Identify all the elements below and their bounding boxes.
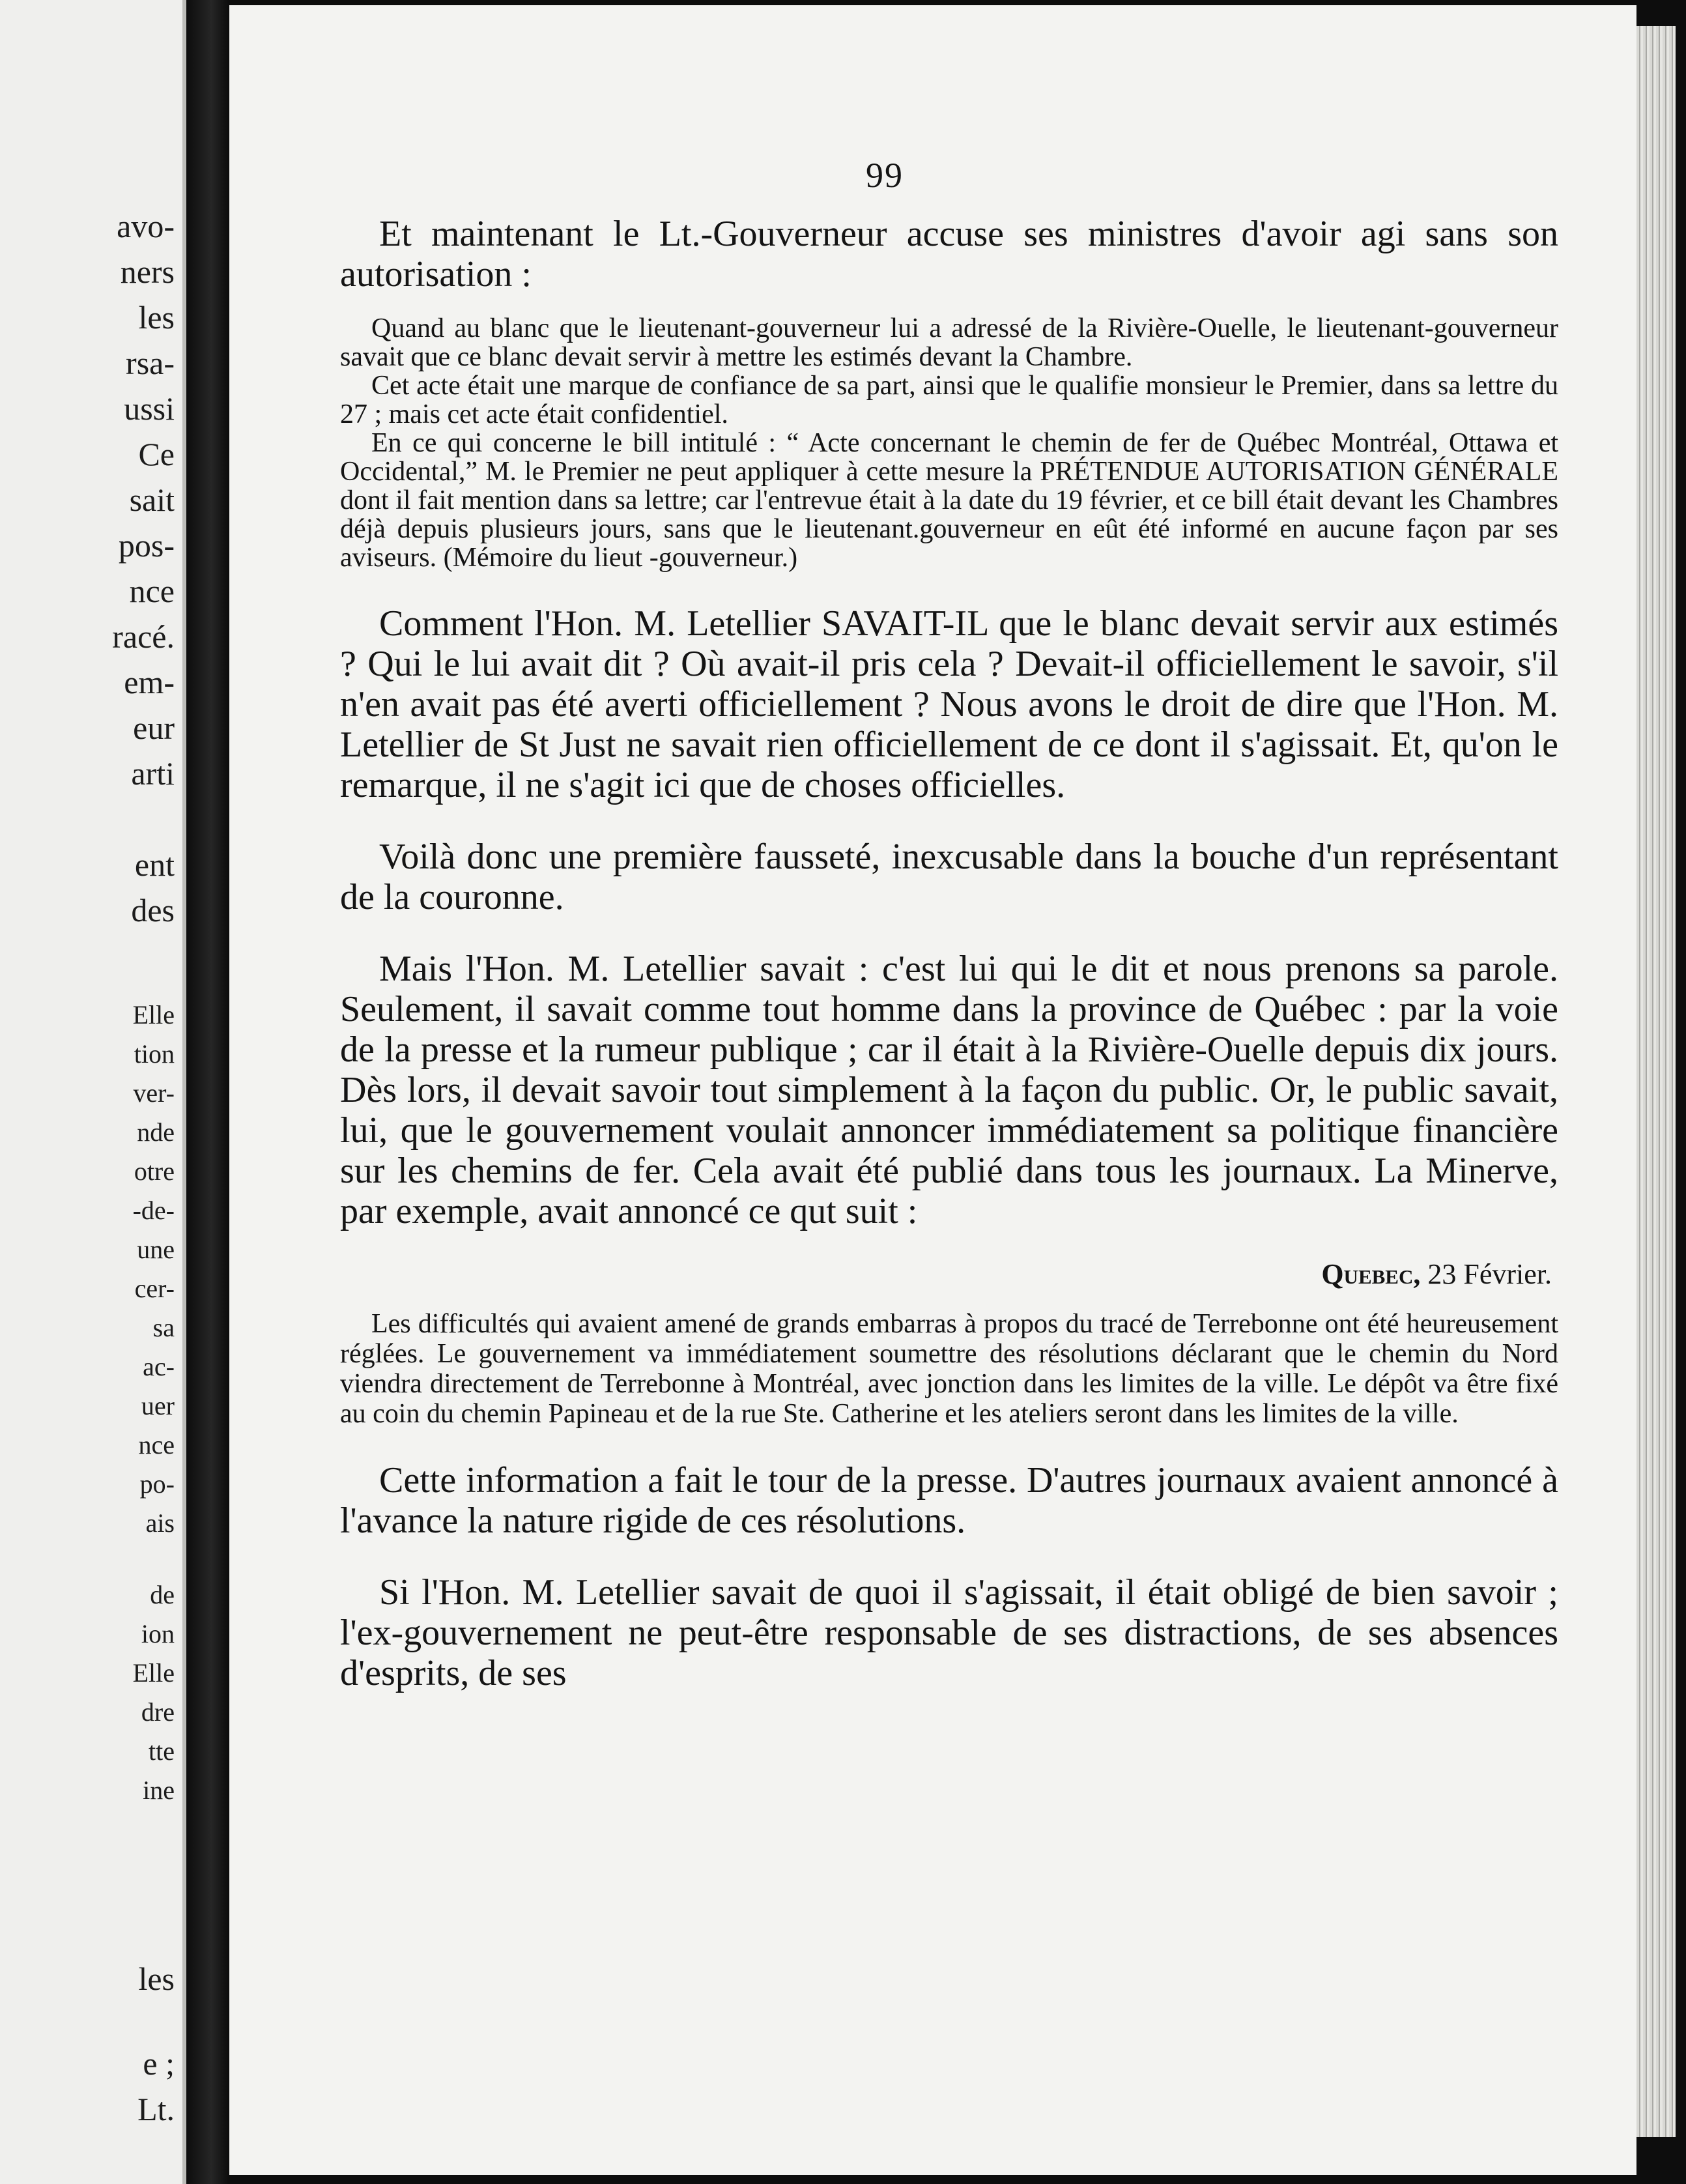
left-page-text-fragment: dre (141, 1697, 175, 1727)
page-stack-edge (1636, 26, 1676, 2137)
body-paragraph: Mais l'Hon. M. Letellier savait : c'est lui qui le dit et nous prenons sa parole. Seulement, il savait comme tout homme dans la province de Québec : par la voie de la presse et la rumeur publique ; car il était à la Rivière-Ouelle depuis dix jours. Dès lors, il devait savoir tout simplement à la façon du public. Or, le public savait, lui, que le gouvernement voulait annoncer immédiatement sa politique financière sur les chemins de fer. Cela avait été publié dans tous les journaux. La Minerve, par exemple, avait annoncé ce qut suit : (340, 949, 1558, 1231)
left-page-text-fragment: racé. (112, 618, 175, 655)
left-page-text-fragment: ners (120, 253, 175, 290)
document-page (229, 5, 1636, 2175)
left-page-text-fragment: em- (124, 664, 175, 700)
left-page-text-fragment: eur (133, 710, 175, 746)
quote-paragraph: Quand au blanc que le lieutenant-gouverneur lui a adressé de la Rivière-Ouelle, le lieutenant-gouverneur savait que ce blanc devait servir à mettre les estimés devant la Chambre. (340, 313, 1558, 372)
dateline-date: 23 Février. (1427, 1258, 1552, 1290)
body-paragraph: Comment l'Hon. M. Letellier SAVAIT-IL que le blanc devait servir aux estimés ? Qui le lui avait dit ? Où avait-il pris cela ? Devait-il officiellement le savoir, s'il n'en avait pas été averti officiellement ? Nous avons le droit de dire que l'Hon. M. Letellier de St Just ne savait rien officiellement de ce dont il s'agissait. Et, qu'on le remarque, il ne s'agit ici que de choses officielles. (340, 603, 1558, 805)
left-page-text-fragment: tion (134, 1039, 175, 1069)
left-page-text-fragment: des (131, 892, 175, 928)
newspaper-quote: Les difficultés qui avaient amené de grands embarras à propos du tracé de Terrebonne ont été heureusement réglées. Le gouvernement va immédiatement soumettre des résolutions déclarant que le chemin du Nord viendra directement de Terrebonne à Montréal, avec jonction dans les limites de la ville. Le dépôt va être fixé au coin du chemin Papineau et de la rue Ste. Catherine et les ateliers seront dans les limites de la ville. (340, 1309, 1558, 1429)
quote-paragraph: Cet acte était une marque de confiance de sa part, ainsi que le qualifie monsieur le Premier, dans sa lettre du 27 ; mais cet acte était confidentiel. (340, 371, 1558, 429)
left-page-text-fragment: les (138, 299, 175, 336)
left-page-text-fragment: nce (138, 1430, 175, 1459)
left-page-text-fragment: uer (141, 1391, 175, 1420)
previous-page-fragment (0, 0, 186, 2184)
page-number: 99 (866, 156, 904, 195)
left-page-text-fragment: ine (143, 1775, 175, 1805)
left-page-text-fragment: de (150, 1580, 175, 1609)
left-page-text-fragment: Elle (132, 1000, 175, 1029)
left-page-text-fragment: ver- (133, 1078, 175, 1108)
left-page-text-fragment: cer- (134, 1274, 175, 1303)
left-page-text-fragment: ussi (124, 390, 175, 427)
left-page-text-fragment: ais (145, 1508, 175, 1538)
left-page-text-fragment: Lt. (137, 2091, 175, 2127)
quote-paragraph: En ce qui concerne le bill intitulé : “ Acte concernant le chemin de fer de Québec Montréal, Ottawa et Occidental,” M. le Premier ne peut appliquer à cette mesure la PRÉTENDUE AUTORISATION GÉNÉRALE dont il fait mention dans sa lettre; car l'entrevue était à la date du 19 février, et ce bill était devant les Chambres déjà depuis plusieurs jours, sans que le lieutenant.gouverneur en eût été informé en aucune façon par ses aviseurs. (Mémoire du lieut -gouverneur.) (340, 428, 1558, 573)
left-page-text-fragment: Elle (132, 1658, 175, 1688)
left-page-text-fragment: ac- (143, 1352, 175, 1381)
body-paragraph: Si l'Hon. M. Letellier savait de quoi il s'agissait, il était obligé de bien savoir ; l'ex-gouvernement ne peut-être responsable de ses distractions, de ses absences d'esprits, de ses (340, 1572, 1558, 1693)
left-page-text-fragment: une (137, 1235, 175, 1264)
left-page-text-fragment: e ; (143, 2045, 175, 2082)
page-content (340, 214, 1558, 1693)
left-page-text-fragment: rsa- (126, 345, 175, 381)
intro-paragraph: Et maintenant le Lt.-Gouverneur accuse ses ministres d'avoir agi sans son autorisation : (340, 214, 1558, 295)
left-page-text-fragment: otre (134, 1157, 175, 1186)
dateline (340, 1257, 1558, 1291)
left-page-text-fragment: -de- (132, 1196, 175, 1225)
left-page-text-fragment: arti (131, 755, 175, 792)
left-page-text-fragment: avo- (117, 208, 175, 244)
left-page-text-fragment: pos- (118, 527, 175, 564)
left-page-text-fragment: ion (141, 1619, 175, 1648)
left-page-text-fragment: Ce (138, 436, 175, 472)
left-page-text-fragment: po- (139, 1469, 175, 1499)
left-page-text-fragment: nde (137, 1117, 175, 1147)
book-gutter (186, 0, 228, 2184)
body-paragraph: Voilà donc une première fausseté, inexcusable dans la bouche d'un représentant de la couronne. (340, 837, 1558, 917)
left-page-text-fragment: tte (149, 1736, 175, 1766)
left-page-text-fragment: nce (129, 573, 175, 609)
left-page-text-fragment: ent (134, 846, 175, 883)
left-page-text-fragment: sa (152, 1313, 175, 1342)
left-page-text-fragment: les (138, 1961, 175, 1997)
body-paragraph: Cette information a fait le tour de la presse. D'autres journaux avaient annoncé à l'avance la nature rigide de ces résolutions. (340, 1460, 1558, 1541)
left-page-text-fragment: sait (129, 481, 175, 518)
dateline-city: Quebec, (1321, 1258, 1421, 1290)
